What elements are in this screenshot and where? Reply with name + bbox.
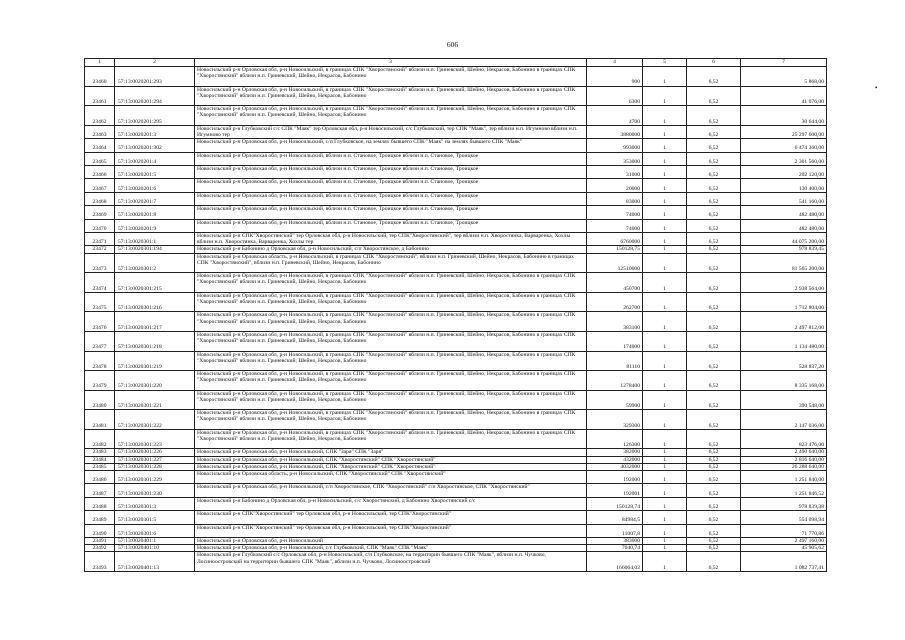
row-number: 23482 [85, 429, 115, 449]
cadastral-value: 978 839,45 [741, 246, 827, 253]
table-row [85, 552, 827, 572]
row-number: 23472 [85, 246, 115, 253]
quantity-value: 1 [643, 484, 687, 497]
rate-value: 6,52 [687, 253, 741, 273]
table-row [85, 312, 827, 332]
table-row [85, 497, 827, 510]
area-value: 4700 [587, 106, 643, 126]
area-value: 84984,5 [587, 511, 643, 524]
location-description: Новосильский р-н СПК"Хворостянский" тер Орловская обл, р-н Новосильский, тер СПК"Хворостянский", тер вблизи н.п. Хворостянка, Варваренка, Хохлы вблизи н.п. Хворостянка, Варваренка, Хохлы тер [195, 232, 587, 245]
cadastral-number: 57:13:0020201:7 [115, 192, 195, 205]
cadastral-value: 2 497 160,00 [741, 538, 827, 545]
page-number: 606 [446, 40, 459, 49]
cadastral-number: 57:13:0020301:222 [115, 410, 195, 430]
cadastral-number: 57:13:0020201:294 [115, 86, 195, 106]
location-description: Новосильский р-н Орловская обл, р-н Новосильский, в границах СПК "Хворостянский" вблизи н.п. Гриневский, Шейно, Некрасов, Бабонино в границах СПК "Хворостянский" вблизи н.п. Гриневский, Шейно, Некрасов, Бабонино [195, 429, 587, 449]
quantity-value: 1 [643, 292, 687, 312]
location-description: Новосильский р-н Орловская обл, р-н Новосильский, с/п Хворостянское, СПК "Хворостянский" с/п Хворостянское, СПК "Хворостянский" [195, 484, 587, 497]
cadastral-value: 2 490 640,00 [741, 449, 827, 456]
cadastral-number: 57:13:0020301:2 [115, 253, 195, 273]
rate-value: 6,52 [687, 206, 741, 219]
cadastral-number: 57:13:0020301:219 [115, 351, 195, 371]
table-row [85, 179, 827, 192]
cadastral-number: 57:13:0020201:8 [115, 206, 195, 219]
cadastral-number: 57:13:0020301:216 [115, 292, 195, 312]
cadastral-value: 823 476,00 [741, 429, 827, 449]
cadastral-value: 71 770,86 [741, 524, 827, 537]
row-number: 23479 [85, 371, 115, 391]
rate-value: 6,52 [687, 538, 741, 545]
cadastral-value: 2 301 560,00 [741, 152, 827, 165]
location-description: Новосильский р-н Орловская обл, р-н Новосильский, вблизи н.п. Становое, Троицкое вблизи н.п. Становое, Троицкое [195, 206, 587, 219]
rate-value: 6,52 [687, 471, 741, 484]
cadastral-value: 1 134 480,00 [741, 331, 827, 351]
rate-value: 6,52 [687, 312, 741, 332]
quantity-value: 1 [643, 545, 687, 552]
cadastral-number: 57:13:0020301:194 [115, 246, 195, 253]
rate-value: 6,52 [687, 449, 741, 456]
area-value: 192000 [587, 471, 643, 484]
cadastral-value: 81 565 200,00 [741, 253, 827, 273]
rate-value: 6,52 [687, 106, 741, 126]
cadastral-number: 57:13:0020301:3 [115, 497, 195, 510]
table-row [85, 456, 827, 463]
table-row [85, 410, 827, 430]
rate-value: 6,52 [687, 545, 741, 552]
table-row [85, 219, 827, 232]
quantity-value: 1 [643, 125, 687, 138]
cadastral-number: 57:13:0020201:4 [115, 152, 195, 165]
cadastral-value: 1 712 804,00 [741, 292, 827, 312]
cadastral-value: 554 098,94 [741, 511, 827, 524]
area-value: 150128,75 [587, 246, 643, 253]
quantity-value: 1 [643, 106, 687, 126]
location-description: Новосильский р-н Орловская обл, р-н Новосильский, вблизи н.п. Становое, Троицкое вблизи н.п. Становое, Троицкое [195, 219, 587, 232]
location-description: Новосильский р-н Орловская обл, р-н Новосильский, в границах СПК "Хворостянский" вблизи н.п. Гриневский, Шейно, Некрасов, Бабонино в границах СПК "Хворостянский" вблизи н.п. Гриневский, Шейно, Некрасов, Бабонино [195, 292, 587, 312]
quantity-value: 1 [643, 86, 687, 106]
cadastral-number: 57:13:0020401:1 [115, 538, 195, 545]
table-row [85, 524, 827, 537]
cadastral-value: 482 480,00 [741, 219, 827, 232]
cadastral-value: 1 251 840,00 [741, 471, 827, 484]
area-value: 12510000 [587, 253, 643, 273]
rate-value: 6,52 [687, 232, 741, 245]
cadastral-number: 57:13:0020301:5 [115, 511, 195, 524]
table-row [85, 463, 827, 470]
area-value: 74000 [587, 206, 643, 219]
cadastral-number: 57:13:0020301:218 [115, 331, 195, 351]
area-value: 20000 [587, 179, 643, 192]
cadastral-value: 2 147 036,00 [741, 410, 827, 430]
location-description: Новосильский р-н Орловская обл, р-н Новосильский, СПК "Хворостянский" СПК "Хворостянский" [195, 463, 587, 470]
table-row [85, 538, 827, 545]
area-value: 383100 [587, 312, 643, 332]
rate-value: 6,52 [687, 371, 741, 391]
area-value: 150128,74 [587, 497, 643, 510]
quantity-value: 1 [643, 390, 687, 410]
row-number: 23463 [85, 125, 115, 138]
table-body [85, 59, 827, 572]
table-row [85, 390, 827, 410]
cadastral-number: 57:13:0020301:215 [115, 273, 195, 293]
table-row [85, 125, 827, 138]
location-description: Новосильский р-н Орловская обл, р-н Новосильский, в границах СПК "Хворостянский" вблизи н.п. Гриневский, Шейно, Некрасов, Бабонино в границах СПК "Хворостянский" вблизи н.п. Гриневский, Шейно, Некрасов, Бабонино [195, 351, 587, 371]
row-number: 23491 [85, 538, 115, 545]
rate-value: 6,52 [687, 463, 741, 470]
cadastral-value: 1 251 846,52 [741, 484, 827, 497]
column-header: 7 [741, 59, 827, 67]
quantity-value: 1 [643, 331, 687, 351]
location-description: Новосильский р-н Орловская обл, р-н Новосильский, в границах СПК "Хворостянский" вблизи н.п. Гриневский, Шейно, Некрасов, Бабонино в границах СПК "Хворостянский" вблизи н.п. Гриневский, Шейно, Некрасов, Бабонино [195, 312, 587, 332]
area-value: 83000 [587, 192, 643, 205]
rate-value: 6,52 [687, 86, 741, 106]
table-row [85, 67, 827, 87]
location-description: Новосильский р-н Орловская обл, р-н Новосильский, вблизи н.п. Становое, Троицкое вблизи н.п. Становое, Троицкое [195, 152, 587, 165]
row-number: 23468 [85, 192, 115, 205]
quantity-value: 1 [643, 246, 687, 253]
table-row [85, 471, 827, 484]
cadastral-value: 528 837,20 [741, 351, 827, 371]
cadastral-value: 2 816 640,00 [741, 456, 827, 463]
table-row [85, 449, 827, 456]
cadastral-number: 57:13:0020201:3 [115, 125, 195, 138]
column-header: 3 [195, 59, 587, 67]
rate-value: 6,52 [687, 219, 741, 232]
row-number: 23492 [85, 545, 115, 552]
location-description: Новосильский р-н СПК"Хворостянский" тер Орловская обл, р-н Новосильский, тер СПК"Хворостянский" [195, 511, 587, 524]
area-value: 192001 [587, 484, 643, 497]
row-number: 23488 [85, 497, 115, 510]
cadastral-number: 57:13:0020301:221 [115, 390, 195, 410]
rate-value: 6,52 [687, 292, 741, 312]
cadastral-value: 6 474 360,00 [741, 139, 827, 152]
rate-value: 6,52 [687, 456, 741, 463]
rate-value: 6,52 [687, 429, 741, 449]
cadastral-number: 57:13:0020301:226 [115, 449, 195, 456]
rate-value: 6,52 [687, 497, 741, 510]
table-row [85, 106, 827, 126]
quantity-value: 1 [643, 152, 687, 165]
quantity-value: 1 [643, 351, 687, 371]
cadastral-value: 44 075 200,00 [741, 232, 827, 245]
row-number: 23480 [85, 390, 115, 410]
area-value: 382000 [587, 449, 643, 456]
cadastral-value: 2 497 812,00 [741, 312, 827, 332]
quantity-value: 1 [643, 552, 687, 572]
quantity-value: 1 [643, 232, 687, 245]
table-row [85, 511, 827, 524]
quantity-value: 1 [643, 253, 687, 273]
row-number: 23484 [85, 456, 115, 463]
quantity-value: 1 [643, 165, 687, 178]
cadastral-number: 57:13:0020201:295 [115, 106, 195, 126]
cadastral-value: 26 288 640,00 [741, 463, 827, 470]
rate-value: 6,52 [687, 390, 741, 410]
cadastral-number: 57:13:0020301:228 [115, 463, 195, 470]
cadastral-value: 8 335 168,00 [741, 371, 827, 391]
rate-value: 6,52 [687, 152, 741, 165]
cadastral-number: 57:13:0020301:217 [115, 312, 195, 332]
cadastral-value: 1 082 737,41 [741, 552, 827, 572]
quantity-value: 1 [643, 371, 687, 391]
table-row [85, 273, 827, 293]
table-row [85, 139, 827, 152]
location-description: Новосильский р-н СПК"Хворостянский" тер Орловская обл, р-н Новосильский, тер СПК"Хворостянский" [195, 524, 587, 537]
row-number: 23460 [85, 67, 115, 87]
cadastral-value: 541 160,00 [741, 192, 827, 205]
area-value: 900 [587, 67, 643, 87]
cadastral-number: 57:13:0020301:227 [115, 456, 195, 463]
row-number: 23493 [85, 552, 115, 572]
row-number: 23478 [85, 351, 115, 371]
row-number: 23466 [85, 165, 115, 178]
column-header: 4 [587, 59, 643, 67]
location-description: Новосильский р-н Бабонино д Орловская обл, р-н Новосильский, с/п Хворостянское, д Бабонино [195, 246, 587, 253]
table-row [85, 351, 827, 371]
area-value: 450700 [587, 273, 643, 293]
column-number-row [85, 59, 827, 67]
location-description: Новосильский р-н Орловская обл, р-н Новосильский [195, 538, 587, 545]
row-number: 23481 [85, 410, 115, 430]
area-value: 1278400 [587, 371, 643, 391]
area-value: 7040,74 [587, 545, 643, 552]
row-number: 23474 [85, 273, 115, 293]
area-value: 11007,8 [587, 524, 643, 537]
cadastral-number: 57:13:0020201:6 [115, 179, 195, 192]
rate-value: 6,52 [687, 410, 741, 430]
cadastral-value: 2 938 564,00 [741, 273, 827, 293]
table-row [85, 371, 827, 391]
quantity-value: 1 [643, 312, 687, 332]
margin-mark: • [875, 84, 878, 92]
area-value: 432000 [587, 456, 643, 463]
table-row [85, 86, 827, 106]
area-value: 993000 [587, 139, 643, 152]
column-header: 5 [643, 59, 687, 67]
cadastral-value: 202 120,00 [741, 165, 827, 178]
quantity-value: 1 [643, 410, 687, 430]
quantity-value: 1 [643, 456, 687, 463]
column-header: 6 [687, 59, 741, 67]
rate-value: 6,52 [687, 524, 741, 537]
quantity-value: 1 [643, 511, 687, 524]
location-description: Новосильский р-н Орловская обл, р-н Новосильский, в границах СПК "Хворостянский" вблизи н.п. Гриневский, Шейно, Некрасов, Бабонино в границах СПК "Хворостянский" вблизи н.п. Гриневский, Шейно, Некрасов, Бабонино [195, 390, 587, 410]
column-header: 2 [115, 59, 195, 67]
location-description: Новосильский р-н Орловская обл, р-н Новосильский, вблизи н.п. Становое, Троицкое вблизи н.п. Становое, Троицкое [195, 192, 587, 205]
cadastral-value: 130 400,00 [741, 179, 827, 192]
table-row [85, 292, 827, 312]
cadastral-number: 57:13:0020201:302 [115, 139, 195, 152]
location-description: Новосильский р-н Орловская обл, р-н Новосильский, в границах СПК "Хворостянский" вблизи н.п. Гриневский, Шейно, Некрасов, Бабонино в границах СПК "Хворостянский" вблизи н.п. Гриневский, Шейно, Некрасов, Бабонино [195, 371, 587, 391]
cadastral-number: 57:13:0020301:223 [115, 429, 195, 449]
cadastral-value: 5 868,00 [741, 67, 827, 87]
row-number: 23469 [85, 206, 115, 219]
table-row [85, 545, 827, 552]
area-value: 59900 [587, 390, 643, 410]
cadastral-value: 390 548,00 [741, 390, 827, 410]
row-number: 23465 [85, 152, 115, 165]
area-value: 174000 [587, 331, 643, 351]
row-number: 23490 [85, 524, 115, 537]
quantity-value: 1 [643, 179, 687, 192]
quantity-value: 1 [643, 471, 687, 484]
quantity-value: 1 [643, 538, 687, 545]
rate-value: 6,52 [687, 273, 741, 293]
cadastral-value: 482 480,00 [741, 206, 827, 219]
quantity-value: 1 [643, 67, 687, 87]
location-description: Новосильский р-н Орловская обл, р-н Новосильский, вблизи н.п. Становое, Троицкое вблизи н.п. Становое, Троицкое [195, 179, 587, 192]
row-number: 23489 [85, 511, 115, 524]
rate-value: 6,52 [687, 179, 741, 192]
table-row [85, 152, 827, 165]
table-row [85, 484, 827, 497]
row-number: 23485 [85, 463, 115, 470]
location-description: Новосильский р-н Орловская обл, р-н Новосильский, в границах СПК "Хворостянский" вблизи н.п. Гриневский, Шейно, Некрасов, Бабонино в границах СПК "Хворостянский" вблизи н.п. Гриневский, Шейно, Некрасов, Бабонино [195, 273, 587, 293]
row-number: 23467 [85, 179, 115, 192]
area-value: 31000 [587, 165, 643, 178]
location-description: Новосильский р-н Орловская обл, р-н Новосильский, в границах СПК "Хворостянский" вблизи н.п. Гриневский, Шейно, Некрасов, Бабонино в границах СПК "Хворостянский" вблизи н.п. Гриневский, Шейно, Некрасов, Бабонино [195, 331, 587, 351]
rate-value: 6,52 [687, 246, 741, 253]
location-description: Новосильский р-н Орловская обл, р-н Новосильский, СПК "Хворостянский" СПК "Хворостянский" [195, 456, 587, 463]
location-description: Новосильский р-н Орловская область, р-н Новосильский, в границах СПК "Хворостянский", вблизи н.п. Гриневский, Шейно, Некрасов, Бабонино в границах СПК "Хворостянский", вблизи н.п. Гриневский, Шейно, Некрасов, Бабонино [195, 253, 587, 273]
row-number: 23486 [85, 471, 115, 484]
cadastral-number: 57:13:0020401:13 [115, 552, 195, 572]
quantity-value: 1 [643, 449, 687, 456]
area-value: 166064,02 [587, 552, 643, 572]
row-number: 23471 [85, 232, 115, 245]
area-value: 3880000 [587, 125, 643, 138]
location-description: Новосильский р-н Орловская обл, р-н Новосильский, в границах СПК "Хворостянский" вблизи н.п. Гриневский, Шейно, Некрасов, Бабонино в границах СПК "Хворостянский" вблизи н.п. Гриневский, Шейно, Некрасов, Бабонино [195, 86, 587, 106]
cadastral-number: 57:13:0020301:1 [115, 232, 195, 245]
cadastral-number: 57:13:0020401:10 [115, 545, 195, 552]
rate-value: 6,52 [687, 351, 741, 371]
quantity-value: 1 [643, 463, 687, 470]
row-number: 23464 [85, 139, 115, 152]
area-value: 329300 [587, 410, 643, 430]
table-row [85, 232, 827, 245]
cadastral-number: 57:13:0020301:220 [115, 371, 195, 391]
quantity-value: 1 [643, 206, 687, 219]
rate-value: 6,52 [687, 552, 741, 572]
location-description: Новосильский р-н Орловская обл, р-н Новосильский, с/с Глубковский, СПК "Маяк" СПК "Маяк" [195, 545, 587, 552]
area-value: 262700 [587, 292, 643, 312]
location-description: Новосильский р-н Орловская обл, р-н Новосильский, в границах СПК "Хворостянский" вблизи н.п. Гриневский, Шейно, Некрасов, Бабонино в границах СПК "Хворостянский" вблизи н.п. Гриневский, Шейно, Некрасов, Бабонино [195, 410, 587, 430]
area-value: 6760000 [587, 232, 643, 245]
table-row [85, 165, 827, 178]
rate-value: 6,52 [687, 165, 741, 178]
area-value: 6300 [587, 86, 643, 106]
rate-value: 6,52 [687, 331, 741, 351]
location-description: Новосильский р-н Орловская обл, р-н Новосильский, СПК "Заря" СПК "Заря" [195, 449, 587, 456]
row-number: 23470 [85, 219, 115, 232]
column-header: 1 [85, 59, 115, 67]
quantity-value: 1 [643, 429, 687, 449]
registry-table [84, 58, 827, 572]
table-row [85, 253, 827, 273]
location-description: Новосильский р-н Орловская обл, р-н Новосильский, в границах СПК "Хворостянский" вблизи н.п. Гриневский, Шейно, Некрасов, Бабонино в границах СПК "Хворостянский" вблизи н.п. Гриневский, Шейно, Некрасов, Бабонино [195, 67, 587, 87]
row-number: 23476 [85, 312, 115, 332]
quantity-value: 1 [643, 139, 687, 152]
cadastral-value: 41 076,00 [741, 86, 827, 106]
area-value: 383000 [587, 538, 643, 545]
row-number: 23483 [85, 449, 115, 456]
table-row [85, 206, 827, 219]
rate-value: 6,52 [687, 139, 741, 152]
table-row [85, 331, 827, 351]
quantity-value: 1 [643, 192, 687, 205]
location-description: Новосильский р-н Глубковский с/с Орловская обл, р-н Новосильский, с/п Глубковское, на территории бывшего СПК "Маяк", вблизи н.п. Чучково, Лосиноостровский на территории бывшего СПК "Маяк", вблизи н.п. Чучково, Лосиноостровский [195, 552, 587, 572]
row-number: 23475 [85, 292, 115, 312]
area-value: 126300 [587, 429, 643, 449]
area-value: 74000 [587, 219, 643, 232]
cadastral-value: 45 905,62 [741, 545, 827, 552]
rate-value: 6,52 [687, 67, 741, 87]
cadastral-number: 57:13:0020301:230 [115, 484, 195, 497]
area-value: 4032000 [587, 463, 643, 470]
cadastral-number: 57:13:0020301:229 [115, 471, 195, 484]
location-description: Новосильский р-н Глубковский с/с СПК "Маяк" тер Орловская обл, р-н Новосильский, с/с Глубковский, тер СПК "Маяк", тер вблизи н.п. Игумново вблизи н.п. Игумново тер [195, 125, 587, 138]
table-row [85, 246, 827, 253]
area-value: 353000 [587, 152, 643, 165]
row-number: 23461 [85, 86, 115, 106]
row-number: 23487 [85, 484, 115, 497]
rate-value: 6,52 [687, 511, 741, 524]
rate-value: 6,52 [687, 484, 741, 497]
rate-value: 6,52 [687, 192, 741, 205]
location-description: Новосильский р-н Орловская область, р-н Новосильский, СПК "Хворостянский" СПК "Хворостянский" [195, 471, 587, 484]
location-description: Новосильский р-н Орловская обл, р-н Новосильский, вблизи н.п. Становое, Троицкое вблизи н.п. Становое, Троицкое [195, 165, 587, 178]
row-number: 23477 [85, 331, 115, 351]
quantity-value: 1 [643, 219, 687, 232]
cadastral-value: 25 297 600,00 [741, 125, 827, 138]
location-description: Новосильский р-н Бабонино д Орловская обл, р-н Новосильский, с/с Хворостянский, д Бабонино Хворостянский с/с [195, 497, 587, 510]
table-row [85, 192, 827, 205]
location-description: Новосильский р-н Орловская обл, р-н Новосильский, с/п Глубковское, на землях бывшего СПК "Маяк" на землях бывшего СПК "Маяк" [195, 139, 587, 152]
cadastral-value: 30 644,00 [741, 106, 827, 126]
quantity-value: 1 [643, 273, 687, 293]
area-value: 81110 [587, 351, 643, 371]
cadastral-number: 57:13:0020201:9 [115, 219, 195, 232]
location-description: Новосильский р-н Орловская обл, р-н Новосильский, в границах СПК "Хворостянский" вблизи н.п. Гриневский, Шейно, Некрасов, Бабонино в границах СПК "Хворостянский" вблизи н.п. Гриневский, Шейно, Некрасов, Бабонино [195, 106, 587, 126]
row-number: 23462 [85, 106, 115, 126]
table-row [85, 429, 827, 449]
rate-value: 6,52 [687, 125, 741, 138]
cadastral-number: 57:13:0020201:293 [115, 67, 195, 87]
cadastral-value: 978 839,38 [741, 497, 827, 510]
cadastral-number: 57:13:0020201:5 [115, 165, 195, 178]
quantity-value: 1 [643, 497, 687, 510]
cadastral-number: 57:13:0020301:6 [115, 524, 195, 537]
quantity-value: 1 [643, 524, 687, 537]
row-number: 23473 [85, 253, 115, 273]
